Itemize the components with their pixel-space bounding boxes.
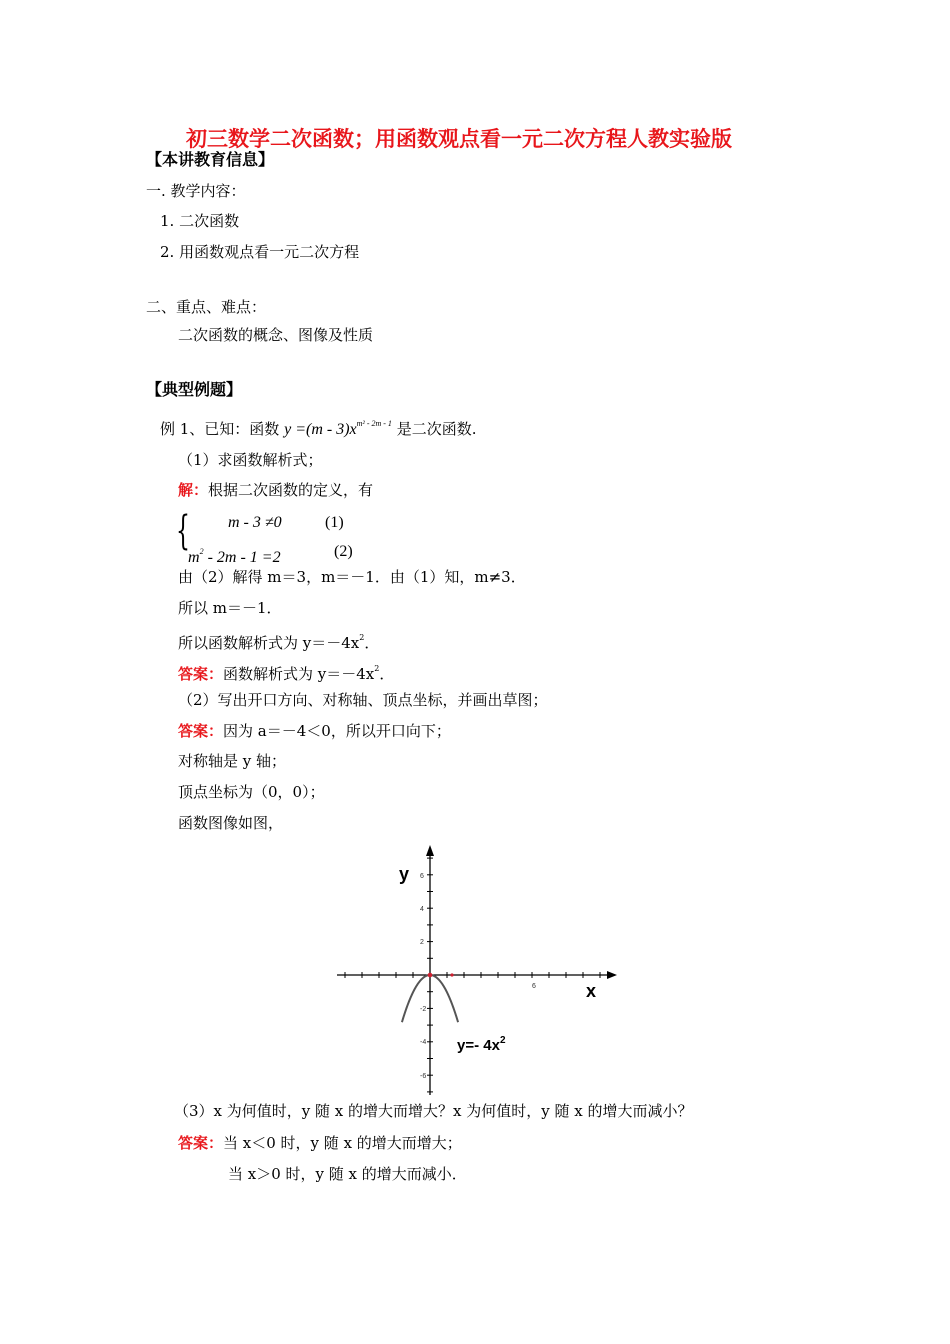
answer2-label: 答案： (178, 722, 224, 740)
system-eq1-tag: (1) (325, 514, 344, 531)
y-axis-label: y (399, 864, 410, 884)
section-info-heading: 【本讲教育信息】 (146, 150, 275, 169)
y-tick-label-neg2: -2 (420, 1006, 427, 1013)
x-axis-arrow (607, 971, 617, 979)
so-line: 所以 m＝－1． (178, 599, 282, 617)
question-2: （2）写出开口方向、对称轴、顶点坐标，并画出草图； (178, 691, 548, 709)
y-tick-label-6: 6 (420, 873, 424, 880)
content-item-2: 2. 用函数观点看一元二次方程 (160, 243, 360, 261)
vertex-line: 顶点坐标为（0，0）； (178, 783, 325, 801)
teaching-content-heading: 一. 教学内容： (146, 182, 246, 200)
system-eq2-left: m (188, 549, 200, 566)
answer1-text: 函数解析式为 y＝－4x (223, 665, 375, 683)
vertex-point (428, 973, 433, 978)
expression-text: 所以函数解析式为 y＝－4x (178, 634, 360, 652)
key-points-text: 二次函数的概念、图像及性质 (178, 326, 374, 344)
content-item-1: 1. 二次函数 (160, 212, 240, 230)
examples-heading: 【典型例题】 (146, 380, 243, 399)
expression-line (178, 628, 379, 653)
y-tick-label-2: 2 (420, 939, 424, 946)
parabola-graph (335, 840, 625, 1102)
y-axis-arrow (426, 845, 434, 856)
answer1-end: ． (379, 665, 395, 683)
system-eq2 (188, 542, 281, 568)
system-eq2-right: - 2m - 1 =2 (203, 549, 281, 566)
answer1-label: 答案： (178, 665, 224, 683)
curve-label (457, 1035, 506, 1054)
page-title: 初三数学二次函数；用函数观点看一元二次方程人教实验版 (186, 126, 732, 151)
solution-label: 解： (178, 481, 209, 499)
example1-formula (284, 421, 392, 438)
answer1-line (178, 659, 394, 684)
curve-label-exponent: 2 (499, 1035, 506, 1046)
example1-formula-main: y =(m - 3)x (284, 421, 357, 438)
x-marker-point (450, 973, 453, 976)
answer2-line (178, 721, 451, 741)
question-1: （1）求函数解析式； (178, 451, 323, 469)
system-eq2-exponent: 2 (199, 547, 204, 556)
answer1-exponent: 2 (374, 664, 380, 673)
solution-line (178, 480, 373, 500)
answer2-text: 因为 a＝－4＜0，所以开口向下； (223, 722, 451, 740)
x-tick-label-6: 6 (532, 983, 536, 990)
system-eq1: m - 3 ≠0 (228, 514, 282, 531)
graph-intro-line: 函数图像如图， (178, 814, 284, 832)
solution-text: 根据二次函数的定义，有 (208, 481, 374, 499)
example1-line (160, 414, 476, 440)
system-eq2-tag: (2) (334, 543, 353, 560)
example1-suffix: 是二次函数. (396, 420, 477, 438)
curve-label-text: y=- 4x (457, 1037, 500, 1054)
key-points-heading: 二、重点、难点： (146, 298, 267, 316)
solve-line: 由（2）解得 m＝3，m＝－1．由（1）知，m≠3． (178, 568, 526, 586)
answer3a-line (178, 1133, 462, 1153)
expression-end: ． (364, 634, 380, 652)
system-brace: { (176, 508, 190, 554)
y-tick-label-4: 4 (420, 906, 424, 913)
question-3: （3）x 为何值时，y 随 x 的增大而增大？x 为何值时，y 随 x 的增大而减小？ (174, 1102, 693, 1120)
y-tick-label-neg6: -6 (420, 1073, 427, 1080)
axis-line: 对称轴是 y 轴； (178, 752, 287, 770)
example1-formula-exponent: m² - 2m - 1 (356, 419, 392, 428)
answer3b-line: 当 x＞0 时，y 随 x 的增大而减小． (228, 1165, 467, 1183)
example1-prefix: 例 1、已知：函数 (160, 420, 280, 438)
expression-exponent: 2 (359, 633, 365, 642)
answer3a-text: 当 x＜0 时，y 随 x 的增大而增大； (223, 1134, 462, 1152)
y-tick-label-neg4: -4 (420, 1039, 427, 1046)
answer3-label: 答案： (178, 1134, 224, 1152)
x-axis-label: x (586, 981, 597, 1001)
